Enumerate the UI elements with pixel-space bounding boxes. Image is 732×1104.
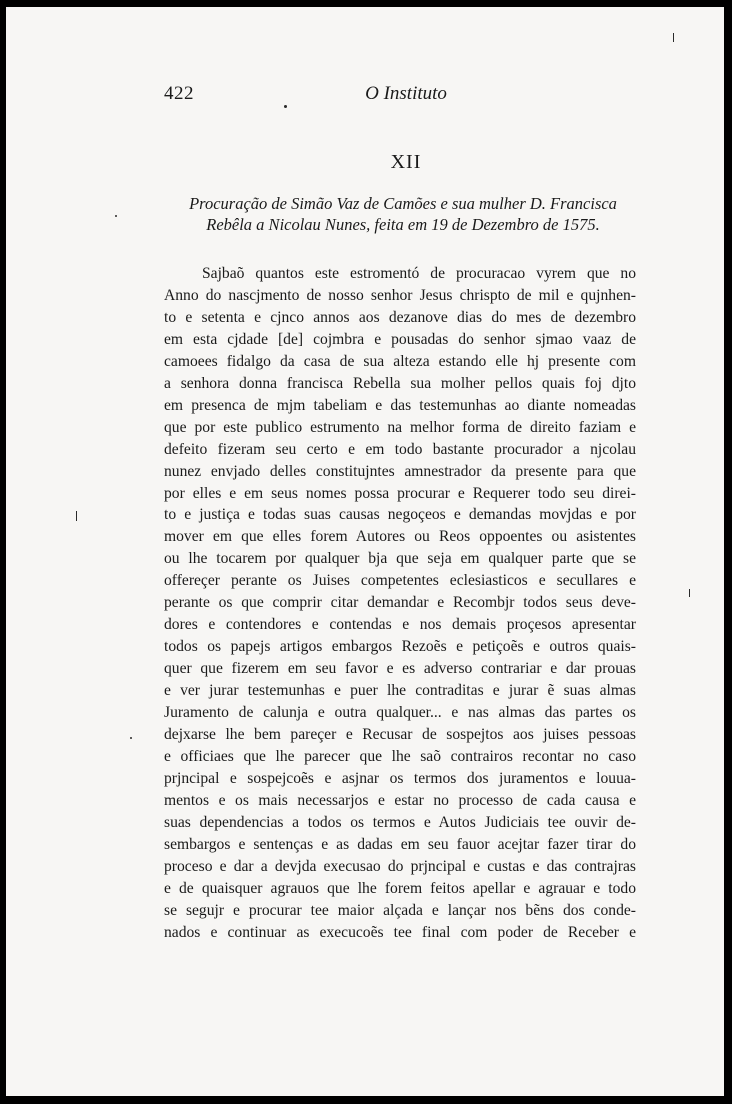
- body-line: e officiaes que lhe parecer que lhe saõ contrairos recontar no caso: [164, 747, 636, 765]
- document-title-line: Procuração de Simão Vaz de Camões e sua mulher D. Francisca: [189, 194, 617, 213]
- document-title-line: Rebêla a Nicolau Nunes, feita em 19 de Dezembro de 1575.: [206, 215, 600, 234]
- body-line: nados e continuar as execucoẽs tee final com poder de Receber e: [164, 923, 636, 941]
- body-line: prjncipal e sospejcoẽs e asjnar os termos dos juramentos e louua-: [164, 769, 636, 787]
- body-line: em esta cjdade [de] cojmbra e pousadas do senhor sjmao vaaz de: [164, 330, 636, 348]
- body-line: suas dependencias a todos os termos e Autos Judiciais tee ouvir de-: [164, 813, 636, 831]
- body-line: dejxarse lhe bem pareçer e Recusar de sospejtos aos juises pessoas: [164, 726, 636, 744]
- body-line: defeito fizeram seu certo e em todo bastante procurador a njcolau: [164, 440, 636, 458]
- body-line: em presenca de mjm tabeliam e das testemunhas ao diante nomeadas: [164, 396, 636, 414]
- scan-speck: [76, 511, 77, 521]
- body-line: por elles e em seus nomes possa procurar e Requerer todo seu direi-: [164, 484, 636, 502]
- scan-speck: [284, 105, 287, 108]
- scan-speck: [130, 737, 132, 739]
- body-line: a senhora donna francisca Rebella sua molher pellos quais foj djto: [164, 374, 636, 392]
- page-number: 422: [164, 83, 194, 104]
- scan-speck: [115, 215, 117, 217]
- body-line: proceso e dar a devjda execusao do prjncipal e custas e das contrajras: [164, 857, 636, 875]
- body-line: to e setenta e cjnco annos aos dezanove dias do mes de dezembro: [164, 308, 636, 326]
- body-line: perante os que comprir citar demandar e Recombjr todos seus deve-: [164, 594, 636, 612]
- body-line: Juramento de calunja e outra qualquer... e nas almas das partes os: [164, 704, 636, 722]
- body-line: e de quaisquer agrauos que lhe forem feitos apellar e agrauar e todo: [164, 879, 636, 897]
- body-line: sembargos e sentenças e as dadas em seu fauor acejtar fazer tirar do: [164, 835, 636, 853]
- body-line: camoees fidalgo da casa de sua alteza estando elle hj presente com: [164, 352, 636, 370]
- document-title: [164, 193, 642, 235]
- document-body: [164, 263, 636, 944]
- body-line: Sajbaõ quantos este estromentó de procuracao vyrem que no: [202, 265, 636, 282]
- body-line: ou lhe tocarem por qualquer bja que seja em qualquer parte que se: [164, 550, 636, 568]
- scan-speck: [689, 589, 690, 597]
- body-line: se segujr e procurar tee maior alçada e lançar nos bẽns dos conde-: [164, 901, 636, 919]
- body-line: Anno do nascjmento de nosso senhor Jesus chrispto de mil e qujnhen-: [164, 286, 636, 304]
- body-line: dores e contendores e contendas e nos demais proçesos apresentar: [164, 616, 636, 634]
- body-line: nunez envjado delles constitujntes amnestrador da presente para que: [164, 462, 636, 480]
- body-line: todos os papejs artigos embargos Rezoẽs e petiçoẽs e outros quais-: [164, 638, 636, 656]
- body-line: mentos e os mais necessarjos e estar no processo de cada causa e: [164, 791, 636, 809]
- running-title: O Instituto: [365, 83, 447, 104]
- body-line: quer que fizerem em seu favor e es adverso contrariar e dar prouas: [164, 660, 636, 678]
- body-line: que por este publico estrumento na melhor forma de direito faziam e: [164, 418, 636, 436]
- scan-speck: [673, 33, 674, 42]
- body-line: mover em que elles forem Autores ou Reos oppoentes ou asistentes: [164, 528, 636, 546]
- body-line: offereçer perante os Juises competentes eclesiasticos e secullares e: [164, 572, 636, 590]
- document-number: XII: [390, 151, 422, 173]
- body-line: to e justiça e todas suas causas negoçeos e demandas movjdas e por: [164, 506, 636, 524]
- body-line: e ver jurar testemunhas e puer lhe contraditas e jurar ẽ suas almas: [164, 682, 636, 700]
